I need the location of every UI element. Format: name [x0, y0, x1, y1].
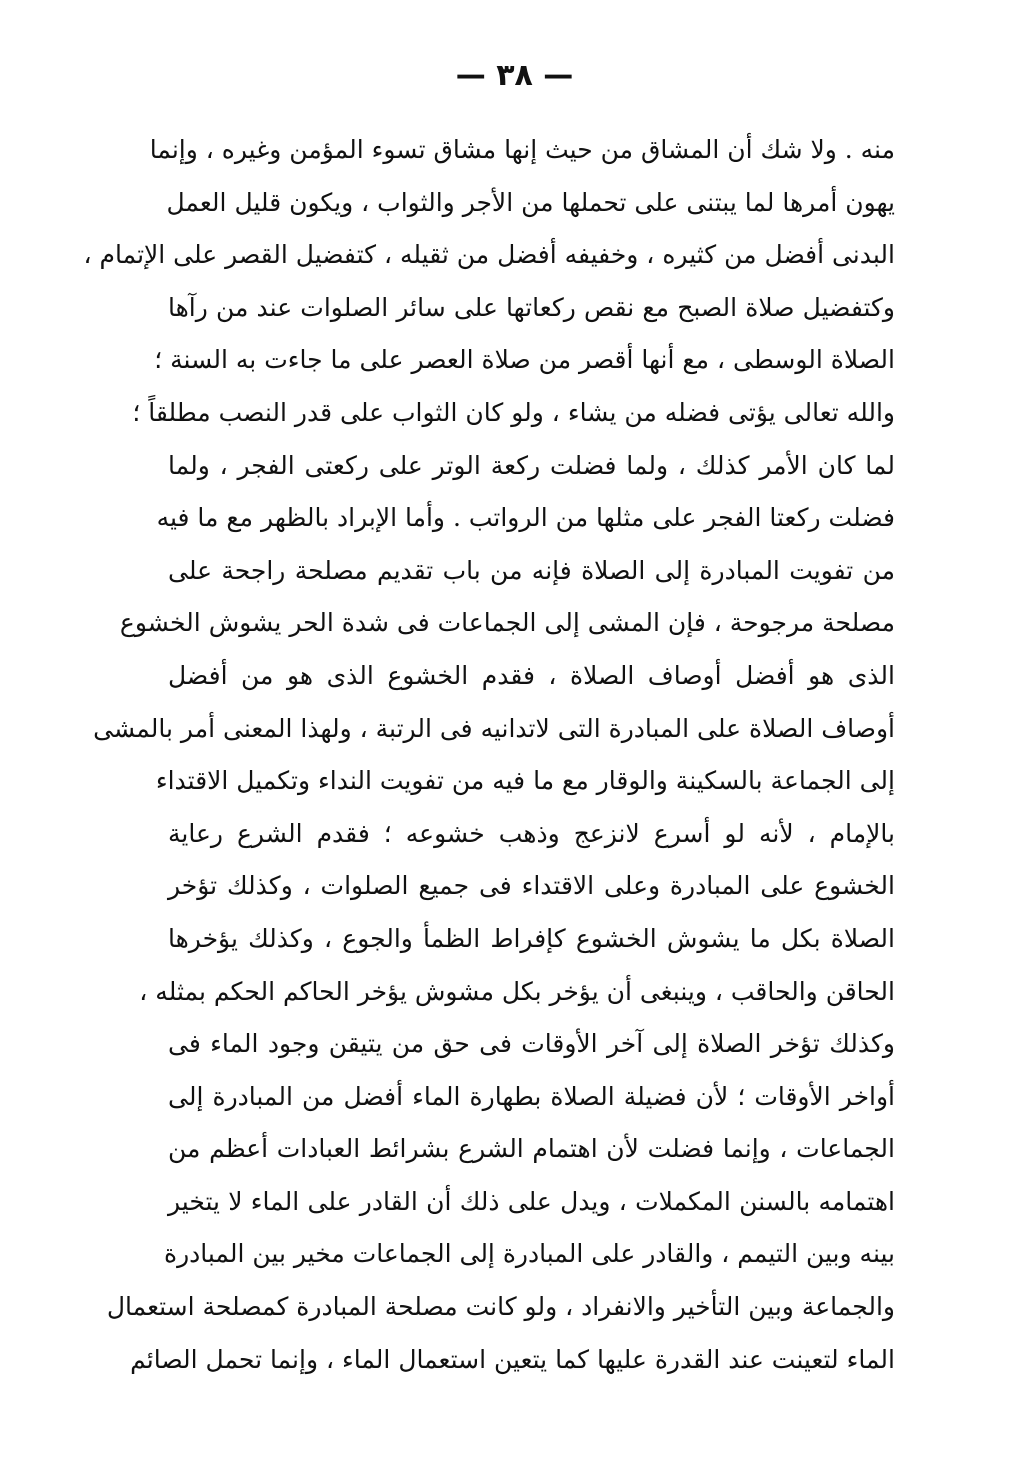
text-line: إلى الجماعة بالسكينة والوقار مع ما فيه من تفويت النداء وتكميل الاقتداء	[155, 766, 895, 796]
text-line: منه . ولا شك أن المشاق من حيث إنها مشاق تسوء المؤمن وغيره ، وإنما	[149, 135, 895, 164]
text-line: الماء لتعينت عند القدرة عليها كما يتعين استعمال الماء ، وإنما تحمل الصائم	[130, 1344, 895, 1374]
text-line: الحاقن والحاقب ، وينبغى أن يؤخر بكل مشوش يؤخر الحاكم الحكم بمثله ،	[139, 976, 895, 1006]
text-line: الخشوع على المبادرة وعلى الاقتداء فى جميع الصلوات ، وكذلك تؤخر	[168, 871, 895, 901]
text-line: البدنى أفضل من كثيره ، وخفيفه أفضل من ثقيله ، كتفضيل القصر على الإتمام ،	[83, 240, 895, 270]
text-line: فضلت ركعتا الفجر على مثلها من الرواتب . وأما الإبراد بالظهر مع ما فيه	[156, 503, 895, 533]
text-line: اهتمامه بالسنن المكملات ، ويدل على ذلك أن القادر على الماء لا يتخير	[168, 1186, 895, 1216]
text-line: بالإمام ، لأنه لو أسرع لانزعج وذهب خشوعه ؛ فقدم الشرع رعاية	[168, 818, 895, 848]
text-line: الصلاة الوسطى ، مع أنها أقصر من صلاة العصر على ما جاءت به السنة ؛	[154, 345, 895, 375]
text-line: وكتفضيل صلاة الصبح مع نقص ركعاتها على سائر الصلوات عند من رآها	[168, 292, 895, 322]
text-line: مصلحة مرجوحة ، فإن المشى إلى الجماعات فى شدة الحر يشوش الخشوع	[119, 608, 895, 638]
page-body-text	[83, 124, 895, 1386]
text-line: لما كان الأمر كذلك ، ولما فضلت ركعة الوتر على ركعتى الفجر ، ولما	[168, 450, 895, 480]
text-line: من تفويت المبادرة إلى الصلاة فإنه من باب تقديم مصلحة راجحة على	[168, 555, 895, 585]
text-line: يهون أمرها لما يبتنى على تحملها من الأجر والثواب ، ويكون قليل العمل	[166, 187, 895, 217]
text-line: بينه وبين التيمم ، والقادر على المبادرة إلى الجماعات مخير بين المبادرة	[163, 1239, 895, 1269]
text-line: الذى هو أفضل أوصاف الصلاة ، فقدم الخشوع الذى هو من أفضل	[168, 660, 895, 690]
text-line: والله تعالى يؤتى فضله من يشاء ، ولو كان الثواب على قدر النصب مطلقاً ؛	[132, 397, 895, 427]
text-line: أواخر الأوقات ؛ لأن فضيلة الصلاة بطهارة الماء أفضل من المبادرة إلى	[168, 1081, 895, 1111]
text-line: أوصاف الصلاة على المبادرة التى لاتدانيه فى الرتبة ، ولهذا المعنى أمر بالمشى	[93, 713, 895, 743]
text-line: الصلاة بكل ما يشوش الخشوع كإفراط الظمأ والجوع ، وكذلك يؤخرها	[168, 923, 895, 953]
page-number: — ٣٨ —	[455, 58, 574, 93]
text-line: الجماعات ، وإنما فضلت لأن اهتمام الشرع بشرائط العبادات أعظم من	[168, 1134, 895, 1164]
text-line: والجماعة وبين التأخير والانفراد ، ولو كانت مصلحة المبادرة كمصلحة استعمال	[106, 1292, 895, 1322]
text-line: وكذلك تؤخر الصلاة إلى آخر الأوقات فى حق من يتيقن وجود الماء فى	[168, 1029, 895, 1059]
